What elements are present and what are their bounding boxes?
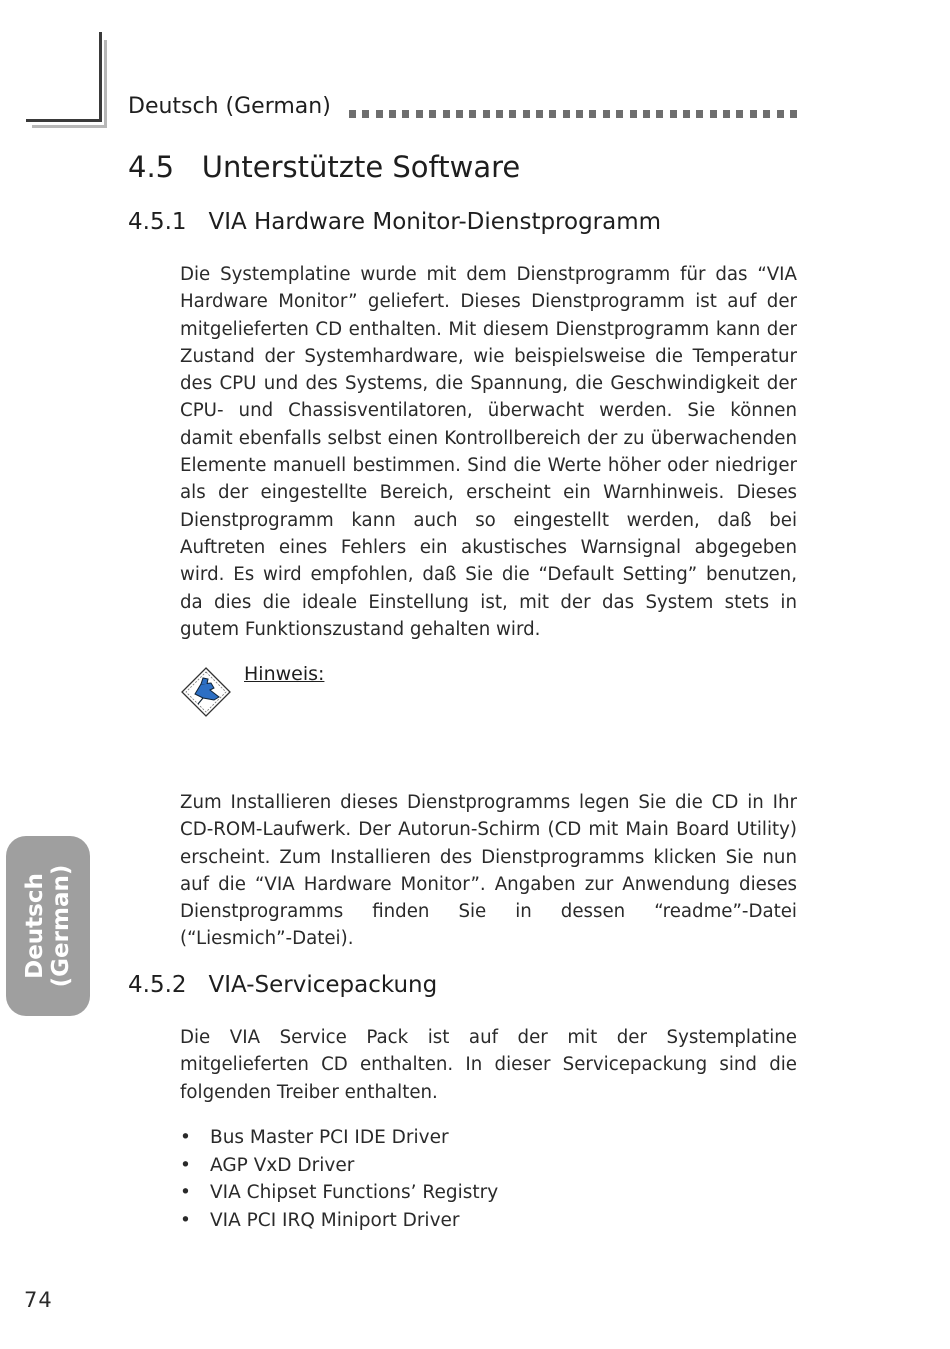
hardware-monitor-description: Die Systemplatine wurde mit dem Dienstprogramm für das “VIA Hardware Monitor” geliefert. Dieses Dienstprogramm ist auf der mitgelieferten CD enthalten. Mit diesem Dienstprogramm kann der Zustand der Systemhardware, wie beispielsweise die Temperatur des CPU und des Systems, die Spannung, die Geschwindigkeit der CPU- und Chassisventilatoren, überwacht werden. Sie können damit ebenfalls selbst einen Kontrollbereich der zu überwachenden Elemente manuell bestimmen. Sind die Werte höher oder niedriger als der eingestellte Bereich, erscheint ein Warnhinweis. Dieses Dienstprogramm kann auch so eingestellt werden, daß bei Auftreten eines Fehlers ein akustisches Warnsignal abgegeben wird. Es wird empfohlen, daß Sie die “Default Setting” benutzen, da dies die ideale Einstellung ist, mit der das System stets in gutem Funktionszustand gehalten wird. xyxy=(180,264,797,640)
bullet-icon: • xyxy=(180,1154,191,1176)
list-item-text: Bus Master PCI IDE Driver xyxy=(210,1127,449,1148)
subsection-heading-service-pack: 4.5.2 VIA-Servicepackung xyxy=(128,972,438,998)
side-tab-line-2: (German) xyxy=(48,864,74,988)
list-item-text: VIA Chipset Functions’ Registry xyxy=(210,1182,499,1203)
corner-bracket-vertical xyxy=(99,32,102,122)
list-item xyxy=(180,1152,498,1180)
service-pack-description: Die VIA Service Pack ist auf der mit der Systemplatine mitgelieferten CD enthalten. In dieser Servicepackung sind die folgenden Treiber enthalten. xyxy=(180,1027,797,1103)
bullet-icon: • xyxy=(180,1209,191,1231)
corner-bracket-shadow-vertical xyxy=(104,40,107,128)
list-item xyxy=(180,1207,498,1235)
section-heading: 4.5 Unterstützte Software xyxy=(128,150,521,184)
bullet-icon: • xyxy=(180,1182,191,1203)
side-tab-line-1: Deutsch xyxy=(22,873,48,979)
note-label: Hinweis: xyxy=(244,663,325,685)
list-item xyxy=(180,1124,498,1152)
driver-list xyxy=(180,1124,498,1234)
page-number: 74 xyxy=(24,1288,53,1312)
running-header-dot-rule xyxy=(349,110,797,118)
bullet-icon: • xyxy=(180,1127,191,1148)
list-item-text: AGP VxD Driver xyxy=(210,1154,355,1176)
language-side-tab-label xyxy=(22,865,74,988)
subsection-heading-hardware-monitor: 4.5.1 VIA Hardware Monitor-Dienstprogramm xyxy=(128,209,662,235)
corner-bracket-horizontal xyxy=(26,119,102,122)
corner-bracket-shadow-horizontal xyxy=(32,125,107,128)
note-hand-icon xyxy=(181,667,231,717)
list-item-text: VIA PCI IRQ Miniport Driver xyxy=(210,1209,460,1231)
list-item xyxy=(180,1179,498,1207)
running-header-label: Deutsch (German) xyxy=(128,94,331,119)
install-instructions: Zum Installieren dieses Dienstprogramms legen Sie die CD in Ihr CD-ROM-Laufwerk. Der Autorun-Schirm (CD mit Main Board Utility) erscheint. Zum Installieren des Dienstprogramms klicken Sie nun auf die “VIA Hardware Monitor”. Angaben zur Anwendung dieses Dienstprogramms finden Sie in dessen “readme”-Datei (“Liesmich”-Datei). xyxy=(180,792,797,950)
